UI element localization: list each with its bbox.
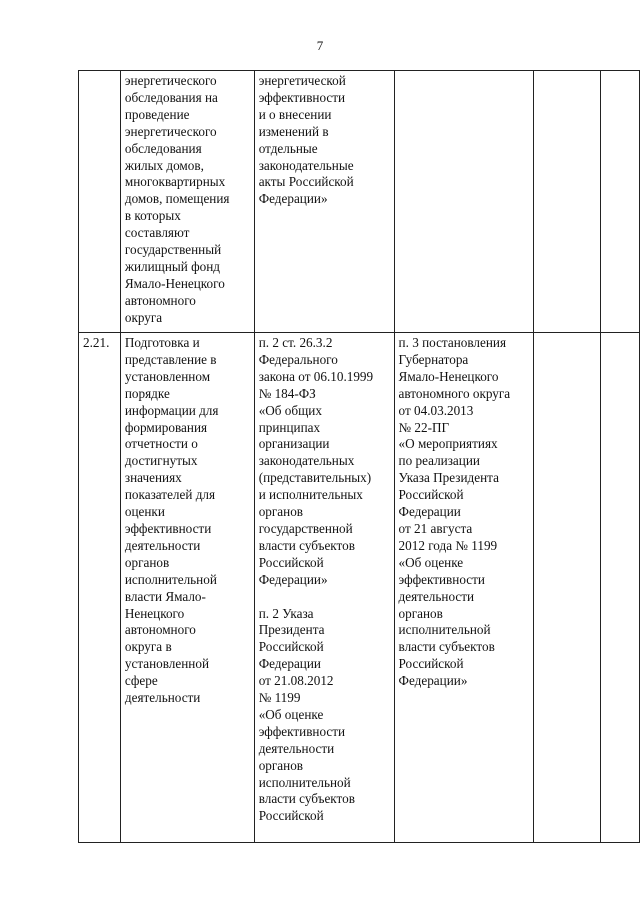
row-number — [79, 71, 121, 333]
document-table — [78, 70, 640, 843]
page-number: 7 — [316, 38, 324, 53]
regional-legal-basis — [394, 71, 533, 333]
row-number: 2.21. — [79, 333, 121, 843]
federal-legal-basis: п. 2 ст. 26.3.2 Федерального закона от 06.10.1999 № 184-ФЗ «Об общих принципах организации законодательных (представительных) и исполнительных органов государственной власти субъектов Российской Федерации» п. 2 Указа Президента Российской Федерации от 21.08.2012 № 1199 «Об оценке эффективности деятельности органов исполнительной власти субъектов Российской — [254, 333, 394, 843]
empty-cell — [533, 71, 600, 333]
empty-cell — [533, 333, 600, 843]
table-row — [79, 333, 640, 843]
event-description: Подготовка и представление в установленном порядке информации для формирования отчетности о достигнутых значениях показателей для оценки эффективности деятельности органов исполнительной власти Ямало- Ненецкого автономного округа в установленной сфере деятельности — [120, 333, 254, 843]
event-description: энергетического обследования на проведение энергетического обследования жилых домов, многоквартирных домов, помещения в которых составляют государственный жилищный фонд Ямало-Ненецкого автономного округа — [120, 71, 254, 333]
empty-cell — [601, 333, 640, 843]
table-row — [79, 71, 640, 333]
empty-cell — [601, 71, 640, 333]
regional-legal-basis: п. 3 постановления Губернатора Ямало-Ненецкого автономного округа от 04.03.2013 № 22-ПГ «О мероприятиях по реализации Указа Президента Российской Федерации от 21 августа 2012 года № 1199 «Об оценке эффективности деятельности органов исполнительной власти субъектов Российской Федерации» — [394, 333, 533, 843]
federal-legal-basis: энергетической эффективности и о внесении изменений в отдельные законодательные акты Российской Федерации» — [254, 71, 394, 333]
